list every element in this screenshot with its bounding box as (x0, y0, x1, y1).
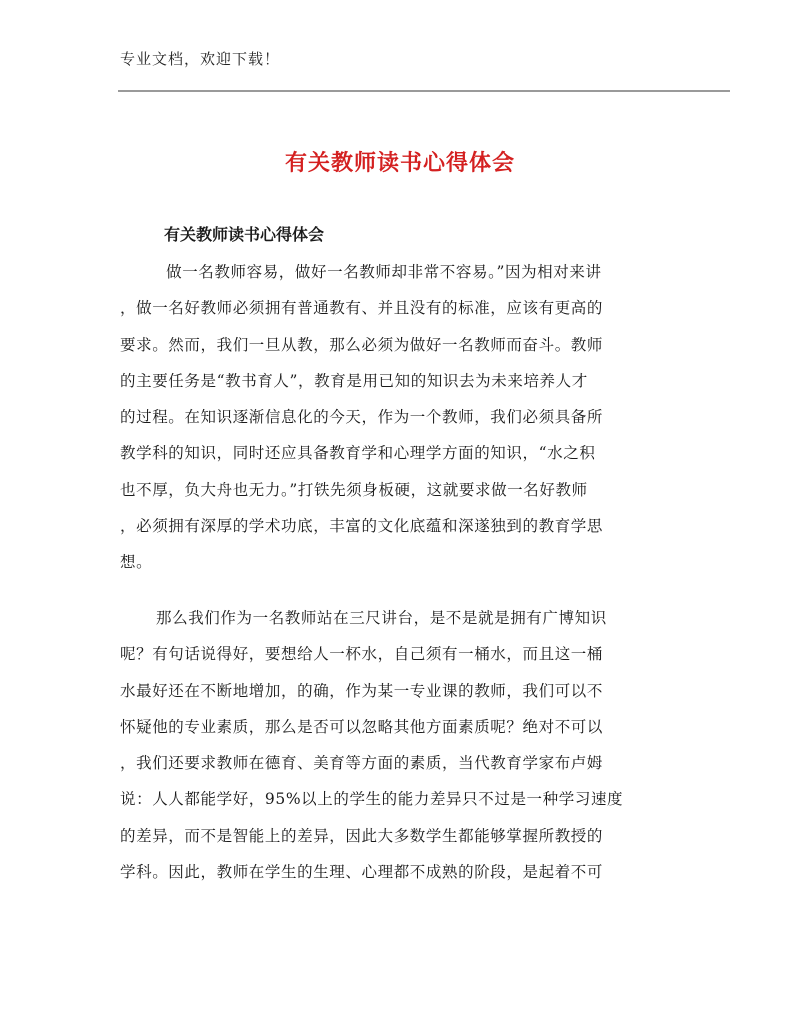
section-heading: 有关教师读书心得体会 (164, 225, 325, 244)
paragraph-line: 水最好还在不断地增加，的确，作为某一专业课的教师，我们可以不 (120, 681, 604, 700)
paragraph-line: 的主要任务是“教书育人”，教育是用已知的知识去为未来培养人才 (120, 371, 588, 390)
paragraph-line: 教学科的知识，同时还应具备教育学和心理学方面的知识，“水之积 (120, 444, 596, 463)
paragraph-line: 说：人人都能学好，95%以上的学生的能力差异只不过是一种学习速度 (120, 790, 624, 809)
paragraph-line: 的过程。在知识逐渐信息化的今天，作为一个教师，我们必须具备所 (120, 408, 604, 427)
paragraph-line: 呢？有句话说得好，要想给人一杯水，自己须有一桶水，而且这一桶 (120, 645, 604, 664)
header-divider (118, 90, 730, 92)
paragraph-1 (120, 254, 680, 581)
paragraph-line: 也不厚，负大舟也无力。”打铁先须身板硬，这就要求做一名好教师 (120, 480, 588, 499)
paragraph-line: 学科。因此，教师在学生的生理、心理都不成熟的阶段，是起着不可 (120, 863, 604, 882)
paragraph-line: 想。 (120, 553, 153, 572)
paragraph-line: 那么我们作为一名教师站在三尺讲台，是不是就是拥有广博知识 (156, 609, 607, 627)
document-title: 有关教师读书心得体会 (284, 151, 515, 176)
header-note: 专业文档，欢迎下载！ (120, 50, 281, 68)
paragraph-line: ，必须拥有深厚的学术功底，丰富的文化底蕴和深遂独到的教育学思 (120, 517, 604, 536)
paragraph-line: 的差异，而不是智能上的差异，因此大多数学生都能够掌握所教授的 (120, 826, 604, 845)
paragraph-line: ，做一名好教师必须拥有普通教有、并且没有的标准，应该有更高的 (120, 299, 604, 318)
paragraph-2 (120, 600, 680, 890)
paragraph-line: 怀疑他的专业素质，那么是否可以忽略其他方面素质呢？绝对不可以 (120, 717, 604, 736)
paragraph-line: 做一名教师容易，做好一名教师却非常不容易。”因为相对来讲 (150, 263, 602, 281)
paragraph-line: ，我们还要求教师在德育、美育等方面的素质，当代教育学家布卢姆 (120, 754, 604, 773)
paragraph-line: 要求。然而，我们一旦从教，那么必须为做好一名教师而奋斗。教师 (120, 335, 604, 354)
